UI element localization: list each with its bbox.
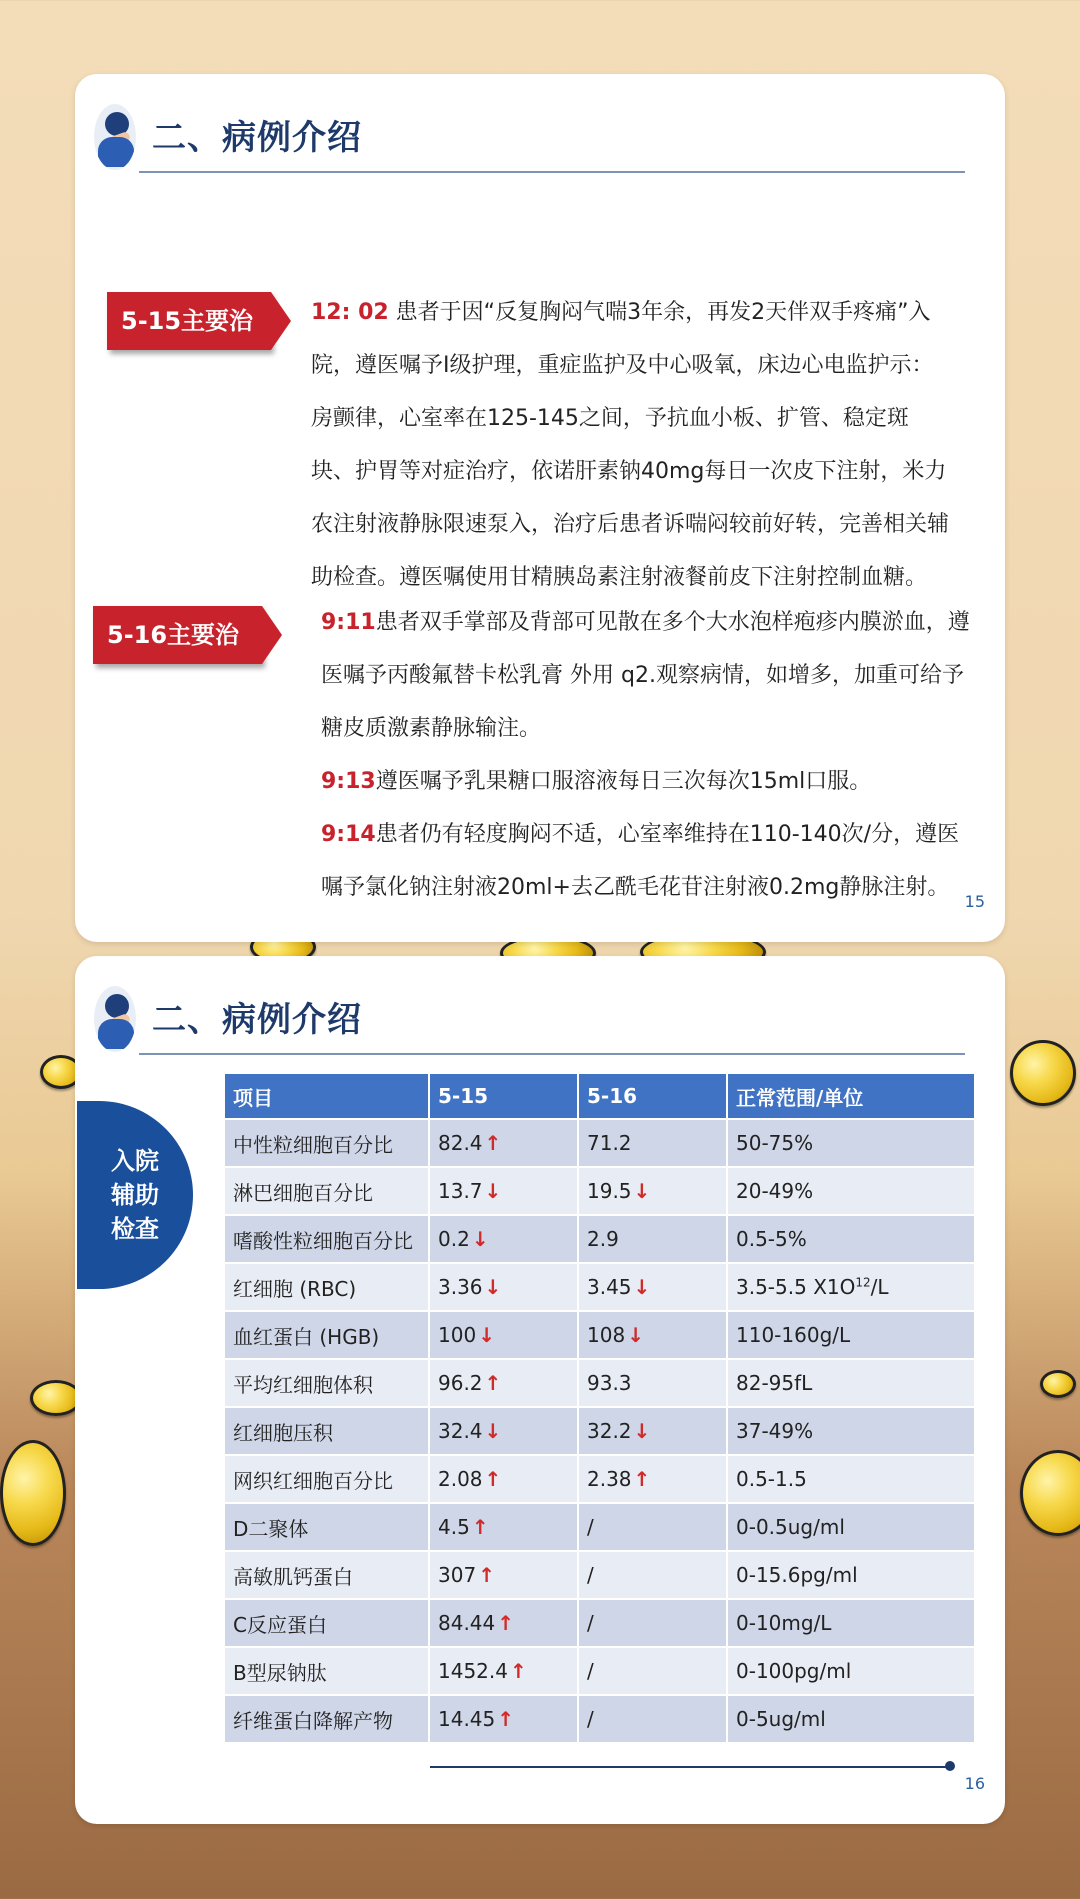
footer-dot [945,1761,955,1771]
cell-5-16 [578,1167,727,1215]
table-row [225,1119,975,1167]
value-5-16: / [587,1563,594,1587]
value-5-15: 13.7 [438,1179,483,1203]
cell-item [225,1551,429,1599]
table-row [225,1407,975,1455]
value-5-15: 3.36 [438,1275,483,1299]
table-header-row [225,1074,975,1119]
normal-range: 0.5-5% [736,1227,807,1251]
cell-5-16 [578,1359,727,1407]
table-row [225,1167,975,1215]
trend-arrow-icon: ↓ [484,1419,502,1443]
value-5-15: 2.08 [438,1467,483,1491]
slide-15 [75,74,1005,942]
value-5-16: / [587,1707,594,1731]
cell-range [727,1311,975,1359]
column-header: 项目 [225,1074,429,1119]
entry-913 [321,755,971,808]
cell-range [727,1551,975,1599]
entry-text: 遵医嘱予乳果糖口服溶液每日三次每次15ml口服。 [375,769,872,794]
item-name: 中性粒细胞百分比 [233,1132,393,1157]
normal-range: 0-100pg/ml [736,1659,852,1683]
item-name: 淋巴细胞百分比 [233,1180,373,1205]
normal-range: 0-15.6pg/ml [736,1563,858,1587]
item-name: 血红蛋白 (HGB) [233,1324,380,1349]
title-divider [139,1053,965,1055]
value-5-16: 2.38 [587,1467,632,1491]
trend-arrow-icon: ↓ [627,1323,644,1347]
entry-914 [321,808,971,914]
value-5-16: 2.9 [587,1227,619,1251]
cell-range [727,1455,975,1503]
page-number: 15 [964,892,985,911]
value-5-16: / [587,1611,594,1635]
cell-item [225,1647,429,1695]
trend-arrow-icon: ↑ [497,1611,515,1635]
trend-arrow-icon: ↓ [633,1419,651,1443]
cell-5-15 [429,1359,578,1407]
cell-item [225,1311,429,1359]
trend-arrow-icon: ↓ [484,1275,502,1299]
normal-range: 82-95fL [736,1371,813,1395]
table-row [225,1503,975,1551]
value-5-15: 100 [438,1323,477,1347]
item-name: 平均红细胞体积 [233,1372,373,1397]
normal-range: 50-75% [736,1131,814,1155]
cell-item [225,1167,429,1215]
cell-5-15 [429,1503,578,1551]
cell-5-15 [429,1647,578,1695]
lab-results-table [225,1074,976,1742]
item-name: 纤维蛋白降解产物 [233,1708,393,1733]
cell-5-15 [429,1455,578,1503]
cell-item [225,1215,429,1263]
cell-5-16 [578,1311,727,1359]
normal-range: 0-10mg/L [736,1611,832,1635]
entry-time: 9:14 [321,822,376,847]
item-name: 网织红细胞百分比 [233,1468,393,1493]
entry-text: 患者于因“反复胸闷气喘3年余，再发2天伴双手疼痛”入院，遵医嘱予I级护理，重症监护及中心吸氧，床边心电监护示：房颤律，心室率在125-145之间，予抗血小板、扩管、稳定斑块、护胃等对症治疗，依诺肝素钠40mg每日一次皮下注射，米力农注射液静脉限速泵入，治疗后患者诉喘闷较前好转，完善相关辅助检查。遵医嘱使用甘精胰岛素注射液餐前皮下注射控制血糖。 [311,300,950,590]
value-5-16: 108 [587,1323,626,1347]
cell-5-16 [578,1503,727,1551]
value-5-16: 3.45 [587,1275,632,1299]
entry-time: 9:13 [321,769,376,794]
cell-5-15 [429,1311,578,1359]
value-5-15: 84.44 [438,1611,496,1635]
entry-time: 12: 02 [311,300,389,325]
table-row [225,1599,975,1647]
normal-range: 0-0.5ug/ml [736,1515,845,1539]
entry-911 [321,596,971,755]
cell-5-15 [429,1215,578,1263]
trend-arrow-icon: ↓ [478,1323,495,1347]
value-5-16: 71.2 [587,1131,632,1155]
value-5-15: 307 [438,1563,477,1587]
range-exponent: 12 [855,1275,871,1290]
value-5-15: 4.5 [438,1515,470,1539]
cell-5-16 [578,1407,727,1455]
value-5-15: 32.4 [438,1419,483,1443]
treatment-tag-5-15: 5-15主要治疗经过 [107,292,271,350]
cell-5-16 [578,1695,727,1742]
item-name: C反应蛋白 [233,1612,327,1637]
table-body [225,1119,975,1742]
value-5-16: / [587,1659,594,1683]
cell-5-16 [578,1263,727,1311]
cell-item [225,1455,429,1503]
value-5-16: / [587,1515,594,1539]
coin-decoration [1040,1370,1076,1398]
cell-item [225,1359,429,1407]
trend-arrow-icon: ↑ [484,1467,502,1491]
trend-arrow-icon: ↑ [484,1131,502,1155]
badge-label: 入院辅助检查 [111,1147,159,1243]
slide-title: 二、病例介绍 [152,118,362,158]
cell-item [225,1695,429,1742]
table-row [225,1215,975,1263]
trend-arrow-icon: ↓ [471,1227,489,1251]
cell-5-15 [429,1167,578,1215]
cell-range [727,1647,975,1695]
value-5-16: 32.2 [587,1419,632,1443]
page-number: 16 [964,1774,985,1793]
cell-5-15 [429,1263,578,1311]
cell-range [727,1695,975,1742]
cell-range [727,1167,975,1215]
cell-5-15 [429,1695,578,1742]
trend-arrow-icon: ↑ [484,1371,502,1395]
entry-time: 9:11 [321,610,376,635]
cell-5-15 [429,1599,578,1647]
normal-range: 110-160g/L [736,1323,851,1347]
cell-range [727,1503,975,1551]
treatment-paragraph-5-15 [311,286,951,604]
normal-range: 20-49% [736,1179,814,1203]
table-row [225,1359,975,1407]
cell-5-16 [578,1215,727,1263]
coin-decoration [0,1440,66,1546]
value-5-16: 93.3 [587,1371,632,1395]
trend-arrow-icon: ↓ [484,1179,502,1203]
value-5-15: 14.45 [438,1707,496,1731]
cell-5-16 [578,1551,727,1599]
value-5-15: 0.2 [438,1227,470,1251]
cell-item [225,1407,429,1455]
cell-range [727,1263,975,1311]
slide-16 [75,956,1005,1824]
cell-item [225,1263,429,1311]
cell-range [727,1359,975,1407]
table-row [225,1647,975,1695]
cell-range [727,1119,975,1167]
value-5-15: 1452.4 [438,1659,508,1683]
cell-range [727,1215,975,1263]
entry-text: 患者双手掌部及背部可见散在多个大水泡样疱疹内膜淤血，遵医嘱予丙酸氟替卡松乳膏 外用 q2.观察病情，如增多，加重可给予糖皮质激素静脉输注。 [321,610,970,741]
table-row [225,1695,975,1742]
trend-arrow-icon: ↑ [497,1707,515,1731]
table-row [225,1551,975,1599]
trend-arrow-icon: ↓ [633,1179,651,1203]
item-name: 红细胞压积 [233,1420,333,1445]
cell-5-16 [578,1455,727,1503]
cell-5-16 [578,1599,727,1647]
value-5-16: 19.5 [587,1179,632,1203]
cell-range [727,1407,975,1455]
item-name: D二聚体 [233,1516,309,1541]
trend-arrow-icon: ↑ [471,1515,489,1539]
trend-arrow-icon: ↑ [509,1659,527,1683]
cell-item [225,1503,429,1551]
column-header: 5-15 [429,1074,578,1119]
table-row [225,1311,975,1359]
title-divider [139,171,965,173]
trend-arrow-icon: ↑ [478,1563,495,1587]
trend-arrow-icon: ↑ [633,1467,651,1491]
cell-item [225,1119,429,1167]
nurse-avatar-icon [94,986,136,1052]
column-header: 5-16 [578,1074,727,1119]
treatment-paragraph-5-16 [321,596,971,914]
value-5-15: 96.2 [438,1371,483,1395]
cell-5-16 [578,1647,727,1695]
normal-range: 0-5ug/ml [736,1707,826,1731]
table-row [225,1455,975,1503]
cell-range [727,1599,975,1647]
nurse-avatar-icon [94,104,136,170]
trend-arrow-icon: ↓ [633,1275,651,1299]
value-5-15: 82.4 [438,1131,483,1155]
item-name: B型尿钠肽 [233,1660,327,1685]
normal-range: 3.5-5.5 X1O [736,1275,856,1299]
normal-range: 37-49% [736,1419,814,1443]
item-name: 红细胞 (RBC) [233,1276,357,1301]
entry-text: 患者仍有轻度胸闷不适，心室率维持在110-140次/分，遵医嘱予氯化钠注射液20ml+去乙酰毛花苷注射液0.2mg静脉注射。 [321,822,960,900]
cell-5-15 [429,1407,578,1455]
cell-5-15 [429,1119,578,1167]
cell-5-16 [578,1119,727,1167]
treatment-tag-5-16: 5-16主要治疗经过 [93,606,262,664]
admission-exam-badge [77,1101,193,1289]
normal-range: 0.5-1.5 [736,1467,807,1491]
column-header: 正常范围/单位 [727,1074,975,1119]
item-name: 嗜酸性粒细胞百分比 [233,1228,413,1253]
coin-decoration [1020,1450,1080,1536]
coin-decoration [1010,1040,1076,1106]
footer-line [430,1766,950,1768]
range-unit: /L [870,1275,889,1299]
cell-item [225,1599,429,1647]
cell-5-15 [429,1551,578,1599]
item-name: 高敏肌钙蛋白 [233,1564,353,1589]
slide-title: 二、病例介绍 [152,1000,362,1040]
table-row [225,1263,975,1311]
